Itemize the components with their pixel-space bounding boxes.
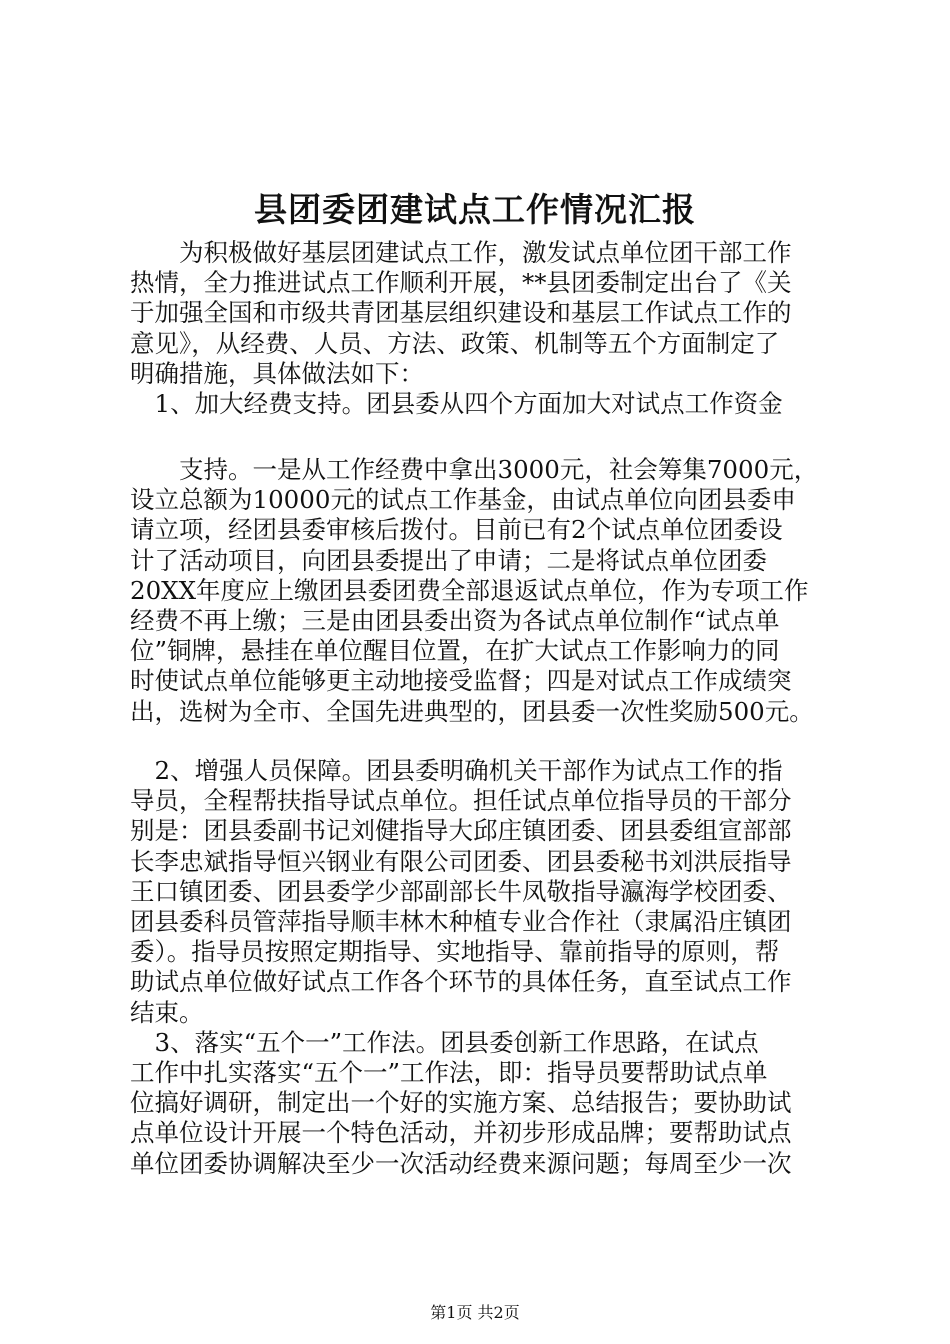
body-line: 导员，全程帮扶指导试点单位。担任试点单位指导员的干部分 xyxy=(130,786,792,816)
body-line: 时使试点单位能够更主动地接受监督；四是对试点工作成绩突 xyxy=(130,666,792,696)
document-title: 县团委团建试点工作情况汇报 xyxy=(254,190,696,229)
body-line: 别是：团县委副书记刘健指导大邱庄镇团委、团县委组宣部部 xyxy=(130,816,792,846)
body-line: 2、增强人员保障。团县委明确机关干部作为试点工作的指 xyxy=(130,756,783,785)
body-line: 3、落实“五个一”工作法。团县委创新工作思路，在试点 xyxy=(130,1027,759,1057)
body-line: 请立项，经团县委审核后拨付。目前已有2个试点单位团委设 xyxy=(130,515,783,545)
body-line: 单位团委协调解决至少一次活动经费来源问题；每周至少一次 xyxy=(130,1148,792,1178)
body-line: 1、加大经费支持。团县委从四个方面加大对试点工作资金 xyxy=(130,389,783,418)
body-line: 明确措施，具体做法如下： xyxy=(130,358,424,388)
body-line: 结束。 xyxy=(130,997,204,1027)
body-line: 热情，全力推进试点工作顺利开展，**县团委制定出台了《关 xyxy=(130,268,792,298)
body-line: 位搞好调研，制定出一个好的实施方案、总结报告；要协助试 xyxy=(130,1088,792,1118)
body-line: 于加强全国和市级共青团基层组织建设和基层工作试点工作的 xyxy=(130,298,792,328)
body-line: 委）。指导员按照定期指导、实地指导、靠前指导的原则，帮 xyxy=(130,937,780,967)
body-line: 意见》，从经费、人员、方法、政策、机制等五个方面制定了 xyxy=(130,328,780,358)
body-line: 经费不再上缴；三是由团县委出资为各试点单位制作“试点单 xyxy=(130,606,780,635)
body-line: 为积极做好基层团建试点工作，激发试点单位团干部工作 xyxy=(130,238,792,267)
body-line: 位”铜牌，悬挂在单位醒目位置，在扩大试点工作影响力的同 xyxy=(130,636,780,666)
body-line: 助试点单位做好试点工作各个环节的具体任务，直至试点工作 xyxy=(130,967,792,997)
body-line: 支持。一是从工作经费中拿出3000元，社会筹集7000元， xyxy=(130,455,819,484)
body-line: 团县委科员管萍指导顺丰林木种植专业合作社（隶属沿庄镇团 xyxy=(130,907,792,936)
body-line: 工作中扎实落实“五个一”工作法，即：指导员要帮助试点单 xyxy=(130,1058,768,1087)
body-line: 出，选树为全市、全国先进典型的，团县委一次性奖励500元。 xyxy=(130,696,814,726)
body-line: 长李忠斌指导恒兴钢业有限公司团委、团县委秘书刘洪辰指导 xyxy=(130,846,792,876)
body-line: 20XX年度应上缴团县委团费全部退返试点单位，作为专项工作 xyxy=(130,575,809,605)
body-line: 王口镇团委、团县委学少部副部长牛凤敬指导瀛海学校团委、 xyxy=(130,876,792,906)
page-footer: 第1页 共2页 xyxy=(430,1303,520,1322)
body-line: 设立总额为10000元的试点工作基金，由试点单位向团县委申 xyxy=(130,485,796,515)
body-line: 点单位设计开展一个特色活动，并初步形成品牌；要帮助试点 xyxy=(130,1118,792,1148)
body-line: 计了活动项目，向团县委提出了申请；二是将试点单位团委 xyxy=(130,545,767,575)
